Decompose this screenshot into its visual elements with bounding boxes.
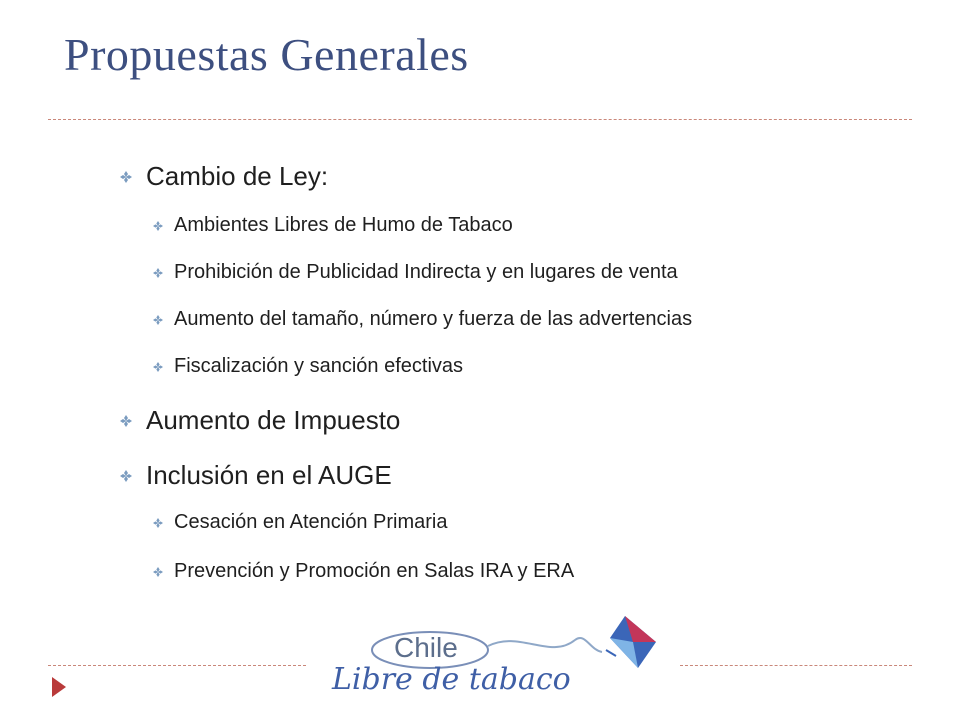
bullet-text: Prohibición de Publicidad Indirecta y en lugares de venta <box>174 261 678 283</box>
bullet-item <box>146 405 400 436</box>
bullet-text: Fiscalización y sanción efectivas <box>174 355 464 377</box>
bullet-item <box>174 560 574 583</box>
title-divider <box>48 119 912 120</box>
diamond-quad-bullet-icon <box>153 518 163 528</box>
bullet-item <box>174 355 463 378</box>
kite-string <box>488 638 602 652</box>
slide-title: Propuestas Generales <box>64 29 469 80</box>
footer-divider-right <box>680 665 912 666</box>
chile-libre-de-tabaco-logo <box>320 610 670 710</box>
logo-line2: Libre de tabaco <box>332 662 571 697</box>
bullet-item <box>174 308 692 331</box>
triangle-arrow-icon <box>52 677 66 697</box>
bullet-item <box>174 214 513 237</box>
bullet-item <box>174 261 678 284</box>
bullet-text: Prevención y Promoción en Salas IRA y ERA <box>174 560 575 582</box>
bullet-item <box>174 511 447 534</box>
logo-line1: Chile <box>394 632 458 663</box>
bullet-text: Aumento de Impuesto <box>146 405 401 435</box>
footer-divider-left <box>48 665 306 666</box>
bullet-item <box>146 161 328 192</box>
bullet-text: Aumento del tamaño, número y fuerza de las advertencias <box>174 308 693 330</box>
diamond-quad-bullet-icon <box>153 567 163 577</box>
diamond-quad-bullet-icon <box>120 171 132 183</box>
diamond-quad-bullet-icon <box>153 221 163 231</box>
diamond-quad-bullet-icon <box>120 470 132 482</box>
diamond-quad-bullet-icon <box>153 268 163 278</box>
bullet-text: Inclusión en el AUGE <box>146 460 392 490</box>
diamond-quad-bullet-icon <box>120 415 132 427</box>
bullet-text: Cesación en Atención Primaria <box>174 511 448 533</box>
bullet-text: Cambio de Ley: <box>146 161 329 191</box>
bullet-item <box>146 460 392 491</box>
diamond-quad-bullet-icon <box>153 315 163 325</box>
diamond-quad-bullet-icon <box>153 362 163 372</box>
kite-icon <box>606 616 656 668</box>
bullet-text: Ambientes Libres de Humo de Tabaco <box>174 214 513 236</box>
